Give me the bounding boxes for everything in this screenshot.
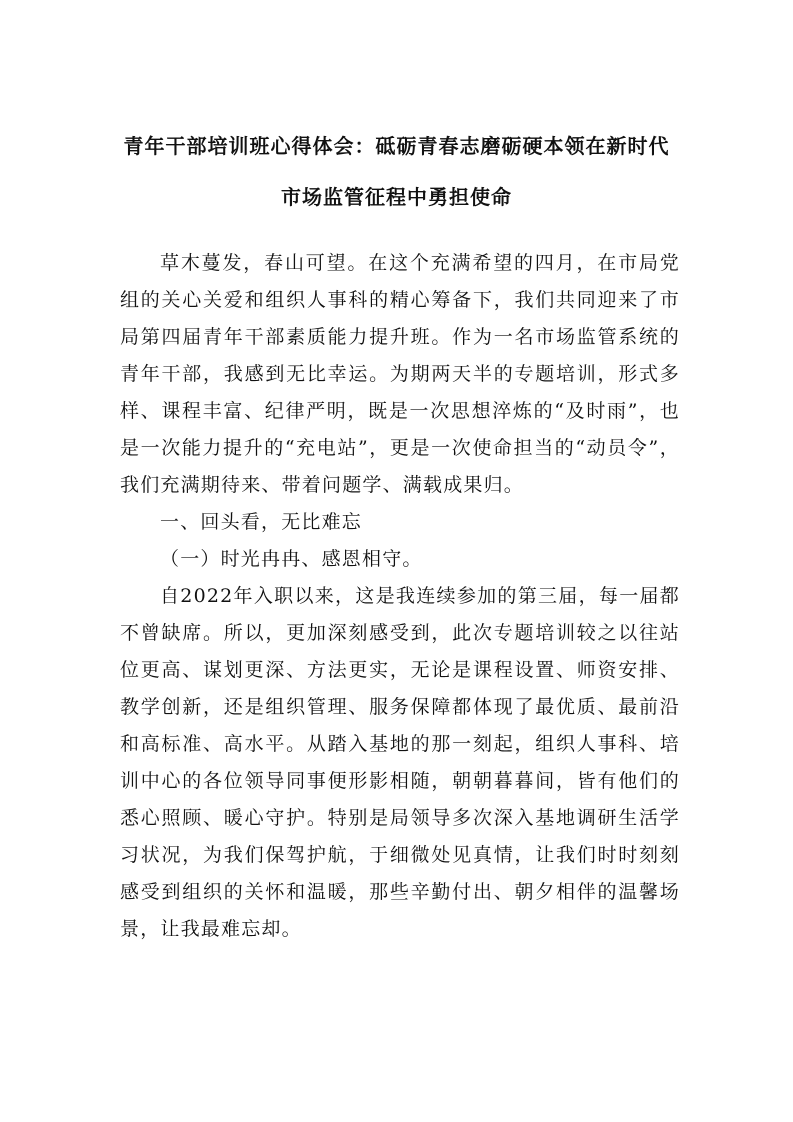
- document-body: [120, 245, 680, 948]
- document-title-line-2: 市场监管征程中勇担使命: [281, 185, 512, 209]
- subsection-heading: （一）时光冉冉、感恩相守。: [160, 548, 423, 570]
- paragraph-body: 自2022年入职以来，这是我连续参加的第三届，每一届都不曾缺席。所以，更加深刻感受到，此次专题培训较之以往站位更高、谋划更深、方法更实，无论是课程设置、师资安排、教学创新，还是组织管理、服务保障都体现了最优质、最前沿和高标准、高水平。从踏入基地的那一刻起，组织人事科、培训中心的各位领导同事便形影相随，朝朝暮暮间，皆有他们的悉心照顾、暖心守护。特别是局领导多次深入基地调研生活学习状况，为我们保驾护航，于细微处见真情，让我们时时刻刻感受到组织的关怀和温暖，那些辛勤付出、朝夕相伴的温馨场景，让我最难忘却。: [120, 585, 680, 940]
- paragraph-intro: 草木蔓发，春山可望。在这个充满希望的四月，在市局党组的关心关爱和组织人事科的精心筹备下，我们共同迎来了市局第四届青年干部素质能力提升班。作为一名市场监管系统的青年干部，我感到无比幸运。为期两天半的专题培训，形式多样、课程丰富、纪律严明，既是一次思想淬炼的“及时雨”，也是一次能力提升的“充电站”，更是一次使命担当的“动员令”，我们充满期待来、带着问题学、满载成果归。: [120, 252, 680, 496]
- section-heading: 一、回头看，无比难忘: [160, 511, 363, 533]
- document-title-line-1: 青年干部培训班心得体会：砥砺青春志磨砺硬本领在新时代: [123, 134, 670, 158]
